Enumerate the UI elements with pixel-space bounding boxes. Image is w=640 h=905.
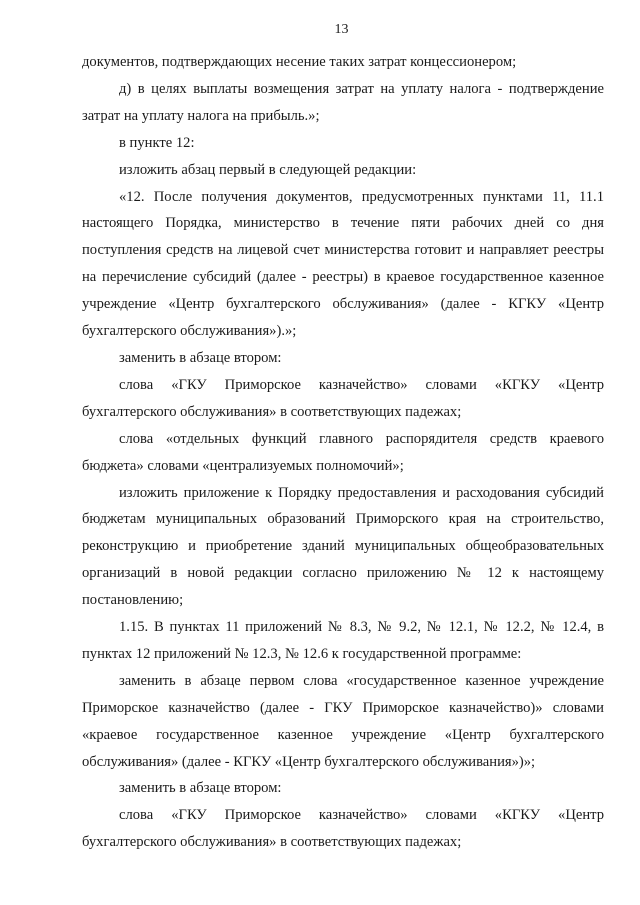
paragraph: слова «ГКУ Приморское казначейство» словами «КГКУ «Центр бухгалтерского обслуживания» в соответствующих падежах; bbox=[82, 807, 604, 851]
paragraph: документов, подтверждающих несение таких затрат концессионером; bbox=[82, 54, 517, 70]
page-number: 13 bbox=[334, 22, 349, 37]
paragraph: слова «отдельных функций главного распорядителя средств краевого бюджета» словами «централизуемых полномочий»; bbox=[82, 430, 604, 474]
paragraph: 1.15. В пунктах 11 приложений № 8.3, № 9.2, № 12.1, № 12.2, № 12.4, в пунктах 12 приложений № 12.3, № 12.6 к государственной программе: bbox=[82, 619, 604, 662]
document-body bbox=[82, 49, 604, 856]
paragraph: заменить в абзаце первом слова «государственное казенное учреждение Приморское казначейство (далее - ГКУ Приморское казначейство)» словами «краевое государственное казенное учреждение «Центр бухгалтерского обслуживания» (далее - КГКУ «Центр бухгалтерского обслуживания»)»; bbox=[82, 672, 604, 770]
paragraph: в пункте 12: bbox=[119, 134, 195, 151]
paragraph: слова «ГКУ Приморское казначейство» словами «КГКУ «Центр бухгалтерского обслуживания» в соответствующих падежах; bbox=[82, 376, 604, 420]
paragraph: изложить абзац первый в следующей редакции: bbox=[119, 161, 417, 178]
paragraph: изложить приложение к Порядку предоставления и расходования субсидий бюджетам муниципальных образований Приморского края на строительство, реконструкцию и приобретение зданий муниципальных общеобразовательных организаций в новой редакции согласно приложению № 12 к настоящему постановлению; bbox=[82, 484, 604, 609]
paragraph: д) в целях выплаты возмещения затрат на уплату налога - подтверждение затрат на уплату налога на прибыль.»; bbox=[82, 80, 604, 124]
paragraph: заменить в абзаце втором: bbox=[119, 349, 282, 366]
paragraph: «12. После получения документов, предусмотренных пунктами 11, 11.1 настоящего Порядка, министерство в течение пяти рабочих дней со дня поступления средств на лицевой счет министерства готовит и направляет реестры на перечисление субсидий (далее - реестры) в краевое государственное казенное учреждение «Центр бухгалтерского обслуживания» (далее - КГКУ «Центр бухгалтерского обслуживания»).»; bbox=[82, 188, 604, 340]
paragraph: заменить в абзаце втором: bbox=[119, 780, 282, 797]
